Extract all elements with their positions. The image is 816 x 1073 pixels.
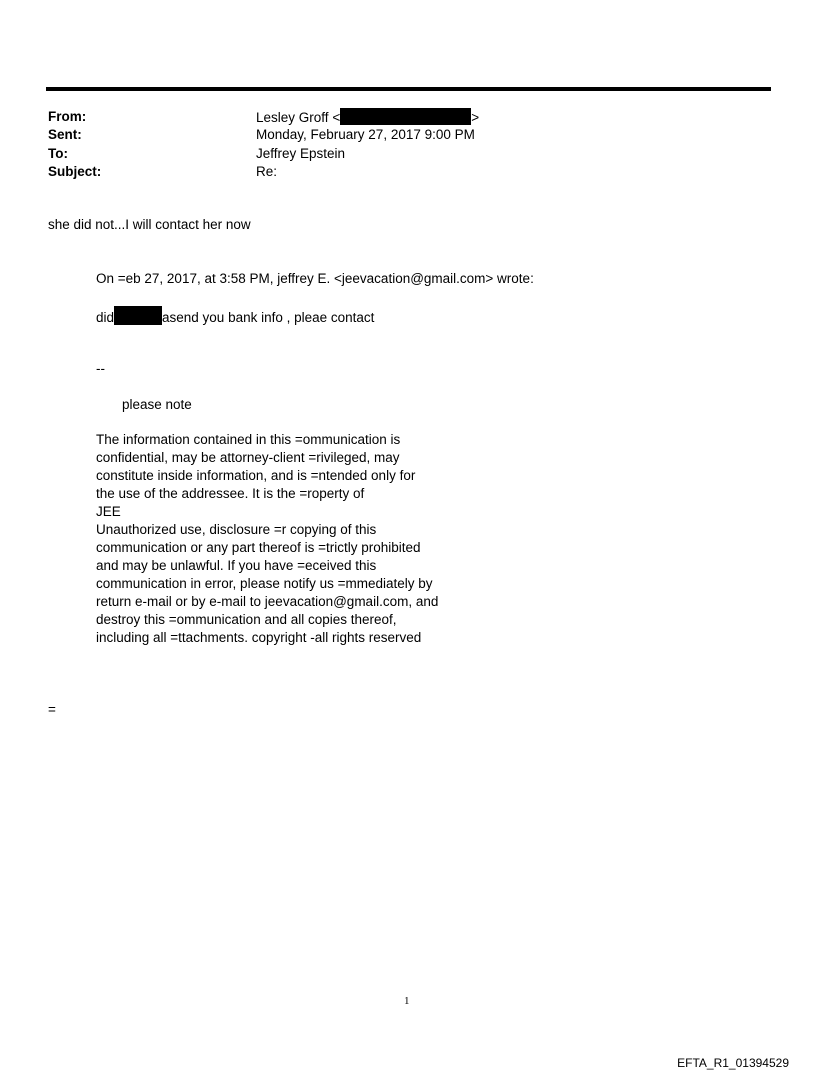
sent-label: Sent: [48, 127, 82, 142]
from-value [256, 108, 479, 127]
from-close-bracket: > [471, 110, 480, 125]
disclaimer-line: JEE [96, 504, 121, 519]
to-label: To: [48, 146, 68, 161]
reply-text: she did not...I will contact her now [48, 217, 251, 232]
disclaimer-line: constitute inside information, and is =ntended only for [96, 468, 416, 483]
quoted-intro: On =eb 27, 2017, at 3:58 PM, jeffrey E. <jeevacation@gmail.com> wrote: [96, 271, 534, 286]
trailing-equals: = [48, 702, 56, 717]
disclaimer-line: destroy this =ommunication and all copies thereof, [96, 612, 397, 627]
quoted-message-prefix: did [96, 310, 115, 325]
redaction-box [340, 108, 471, 125]
sent-value: Monday, February 27, 2017 9:00 PM [256, 127, 475, 142]
quoted-message-suffix: asend you bank info , pleae contact [162, 310, 375, 325]
from-name: Lesley Groff [256, 110, 329, 125]
page-number: 1 [404, 995, 410, 1007]
bates-number: EFTA_R1_01394529 [677, 1056, 789, 1070]
disclaimer-line: Unauthorized use, disclosure =r copying of this [96, 522, 377, 537]
subject-label: Subject: [48, 164, 102, 179]
disclaimer-line: including all =ttachments. copyright -all rights reserved [96, 630, 422, 645]
redaction-box [114, 306, 162, 325]
header-rule [46, 87, 771, 91]
quoted-message [96, 306, 374, 327]
disclaimer-block [96, 431, 438, 647]
from-label: From: [48, 109, 87, 124]
to-value: Jeffrey Epstein [256, 146, 346, 161]
disclaimer-line: return e-mail or by e-mail to jeevacation@gmail.com, and [96, 594, 439, 609]
subject-value: Re: [256, 164, 278, 179]
disclaimer-line: confidential, may be attorney-client =rivileged, may [96, 450, 400, 465]
disclaimer-line: The information contained in this =ommunication is [96, 432, 401, 447]
from-open-bracket: < [332, 110, 341, 125]
disclaimer-line: communication or any part thereof is =trictly prohibited [96, 540, 421, 555]
disclaimer-line: communication in error, please notify us =mmediately by [96, 576, 433, 591]
disclaimer-line: and may be unlawful. If you have =eceived this [96, 558, 377, 573]
disclaimer-line: the use of the addressee. It is the =roperty of [96, 486, 365, 501]
please-note: please note [122, 397, 192, 412]
signature-separator: -- [96, 361, 105, 376]
